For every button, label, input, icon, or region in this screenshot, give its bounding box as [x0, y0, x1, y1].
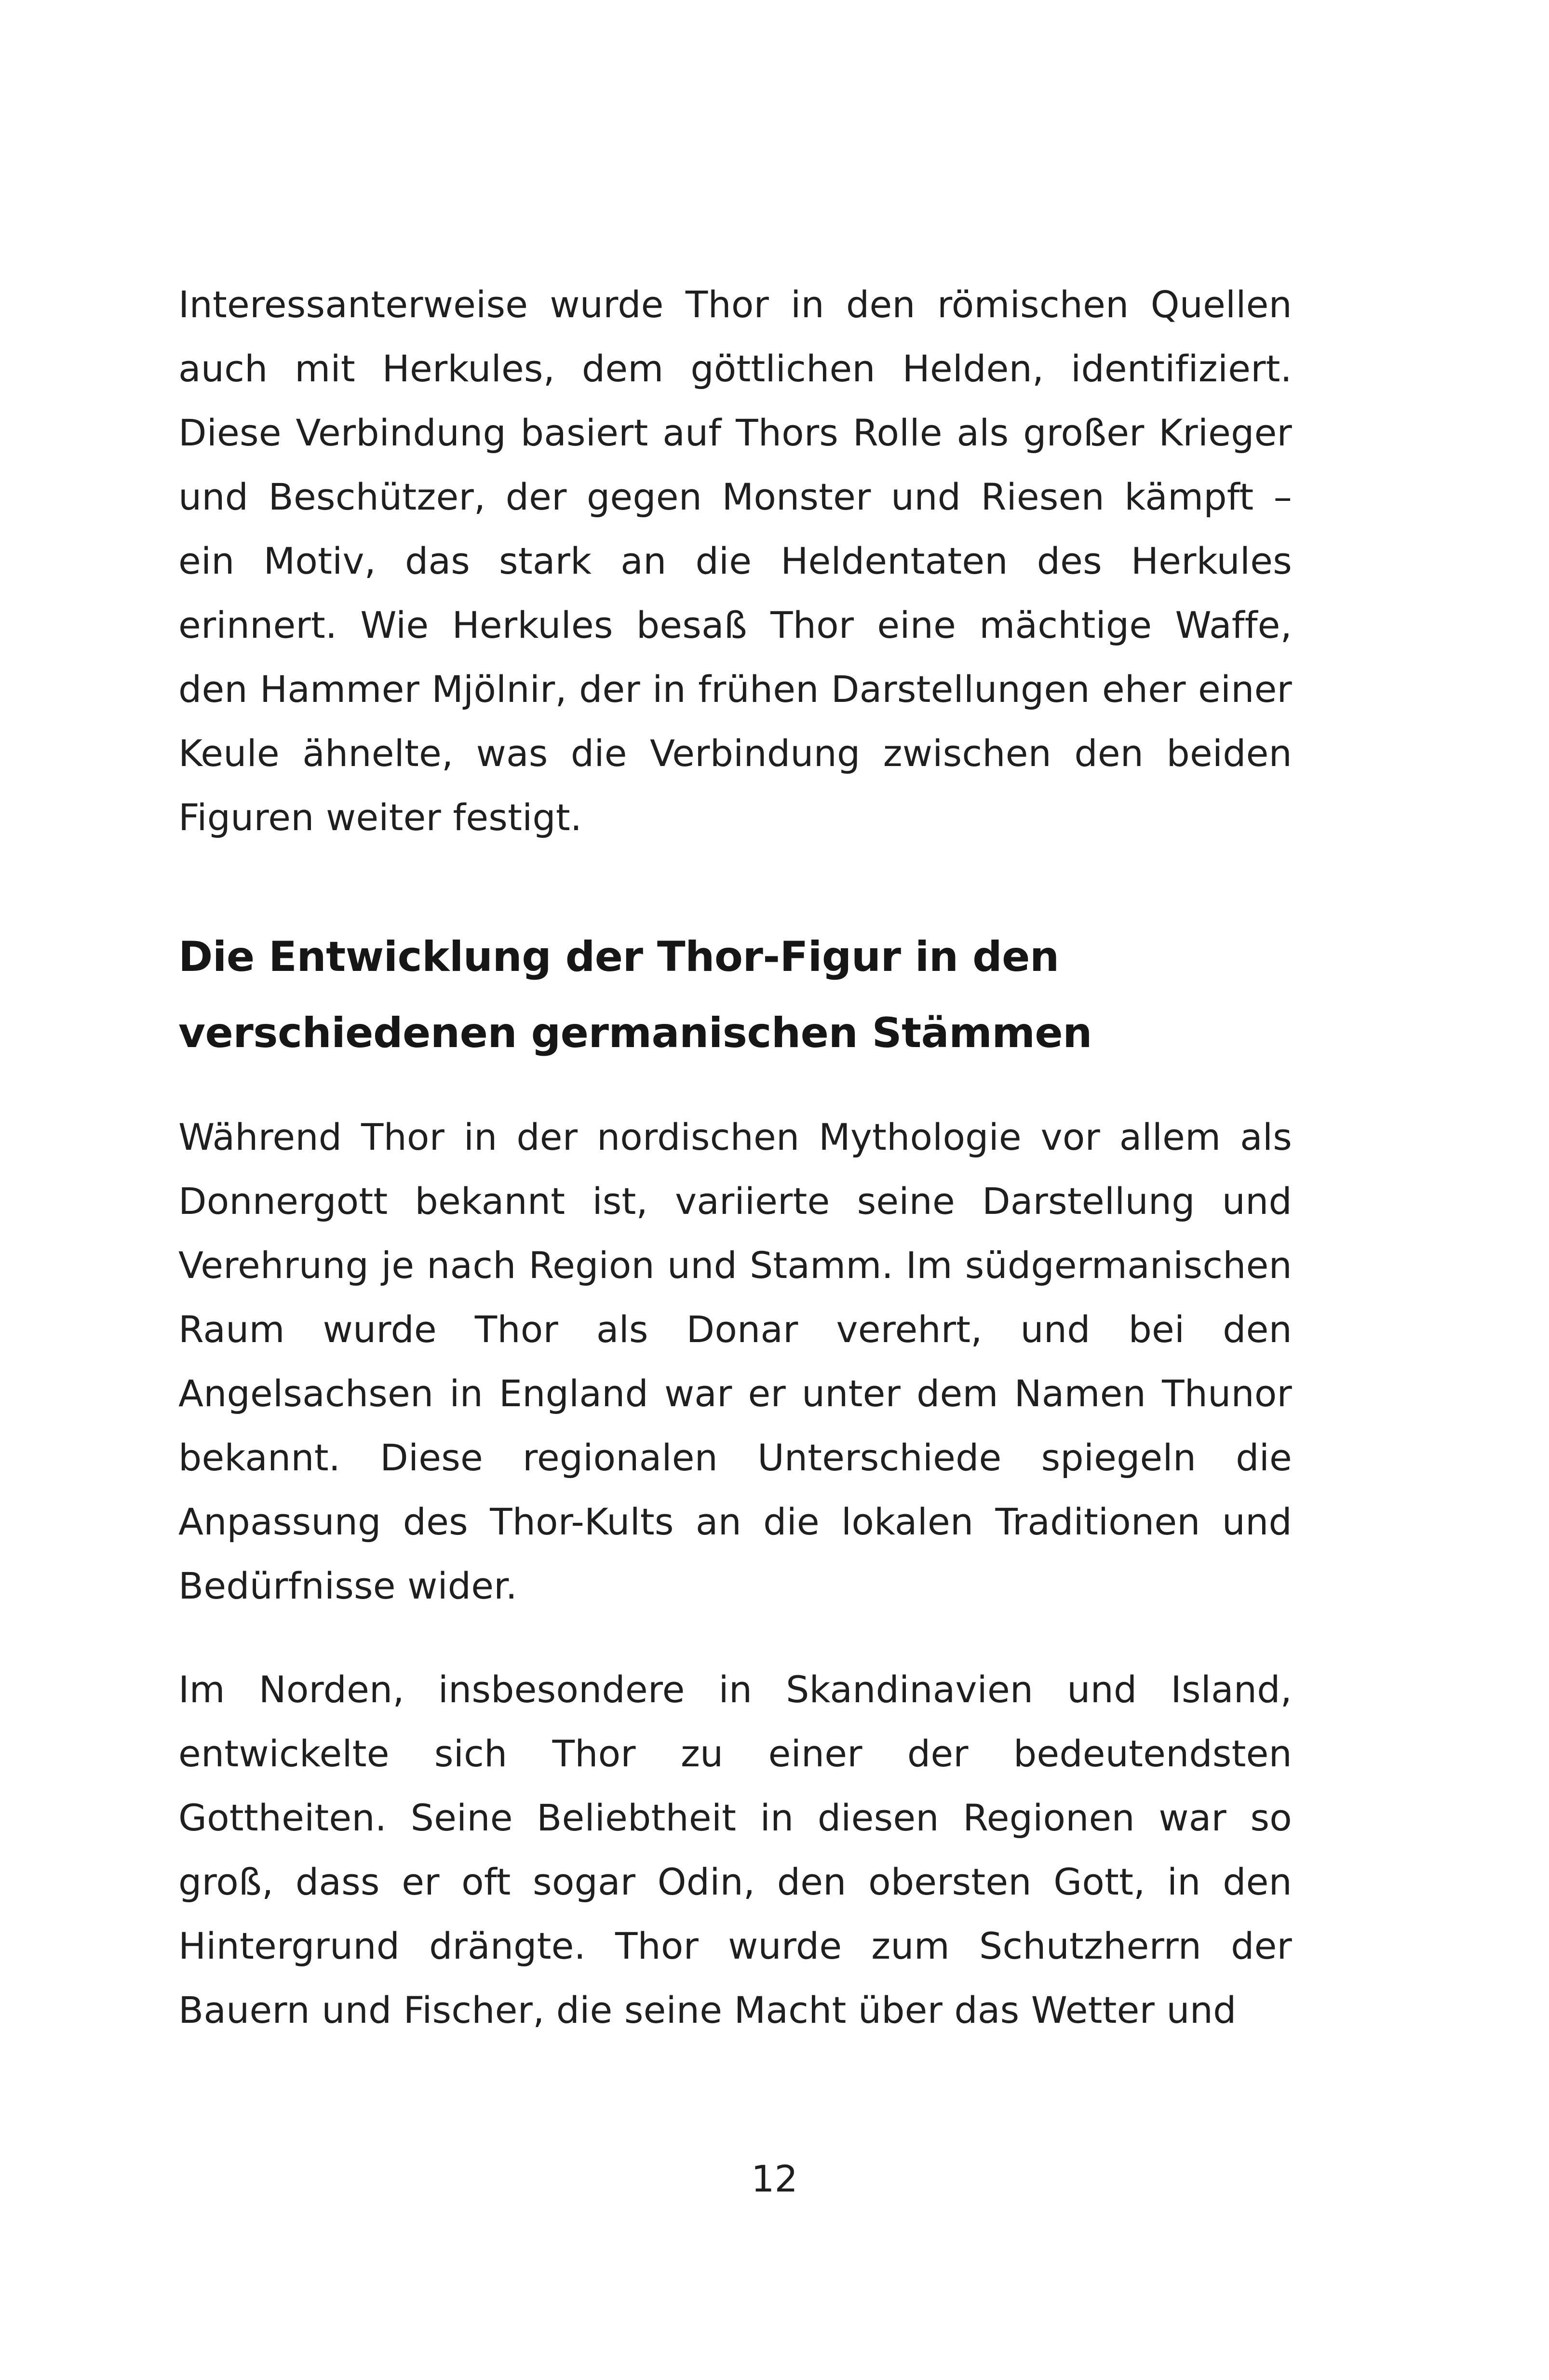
section-heading: Die Entwicklung der Thor-Figur in den verschiedenen germanischen Stämmen: [178, 933, 1092, 1057]
paragraph-regional: Während Thor in der nordischen Mythologie vor allem als Donnergott bekannt ist, variierte seine Darstellung und Verehrung je nach Region und Stamm. Im südgermanischen Raum wurde Thor als Donar verehrt, und bei den Angelsachsen in England war er unter dem Namen Thunor bekannt. Diese regionalen Unterschiede spiegeln die Anpassung des Thor-Kults an die lokalen Traditionen und Bedürfnisse wider.: [178, 1116, 1292, 1607]
paragraph-north: Im Norden, insbesondere in Skandinavien und Island, entwickelte sich Thor zu einer der bedeutendsten Gottheiten. Seine Beliebtheit in diesen Regionen war so groß, dass er oft sogar Odin, den obersten Gott, in den Hintergrund drängte. Thor wurde zum Schutzherrn der Bauern und Fischer, die seine Macht über das Wetter und: [178, 1668, 1292, 2031]
paragraph-herkules: Interessanterweise wurde Thor in den römischen Quellen auch mit Herkules, dem göttlichen Helden, identifiziert. Diese Verbindung basiert auf Thors Rolle als großer Krieger und Beschützer, der gegen Monster und Riesen kämpft – ein Motiv, das stark an die Heldentaten des Herkules erinnert. Wie Herkules besaß Thor eine mächtige Waffe, den Hammer Mjölnir, der in frühen Darstellungen eher einer Keule ähnelte, was die Verbindung zwischen den beiden Figuren weiter festigt.: [178, 283, 1292, 839]
page-number: 12: [751, 2157, 798, 2200]
page-content: [178, 272, 1292, 2042]
